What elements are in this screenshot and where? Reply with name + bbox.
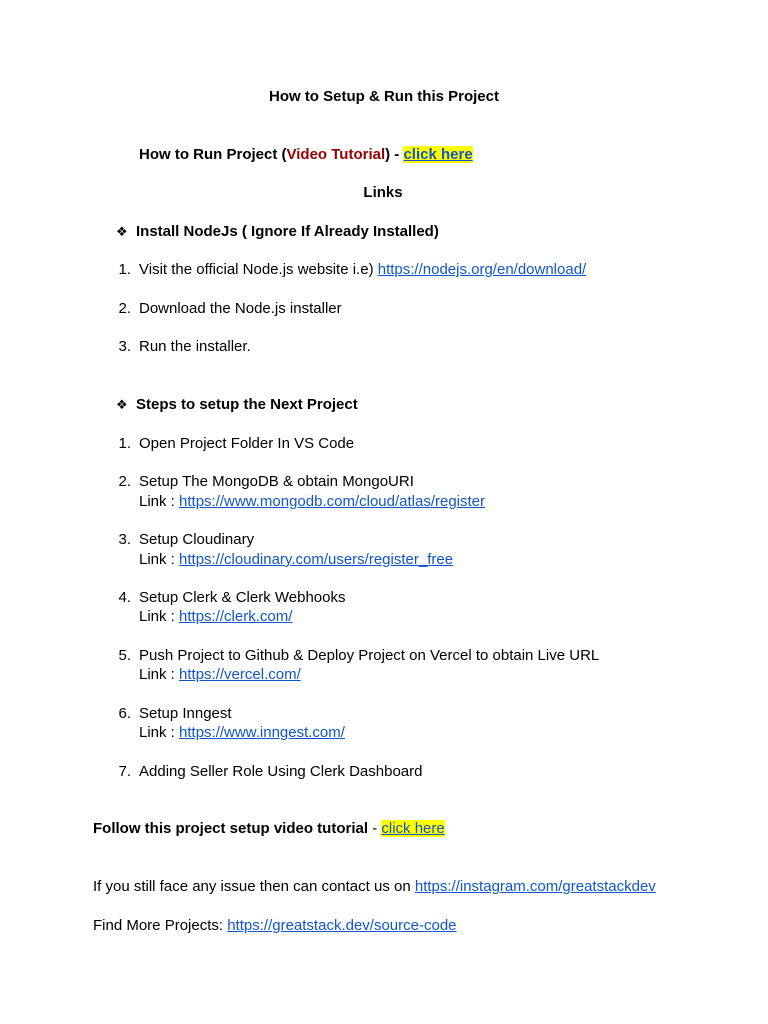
follow-separator: - <box>368 820 382 837</box>
run-project-suffix: ) - <box>385 146 404 163</box>
list-text: Open Project Folder In VS Code <box>139 435 355 452</box>
nodejs-download-link[interactable]: https://nodejs.org/en/download/ <box>377 261 587 278</box>
link-line <box>139 607 292 626</box>
link-line <box>139 723 345 742</box>
link-prefix: Link : <box>139 666 180 683</box>
list-item <box>107 646 599 665</box>
cloudinary-register-link[interactable]: https://cloudinary.com/users/register_free <box>179 551 454 568</box>
run-project-prefix: How to Run Project ( <box>139 146 287 163</box>
list-text: Adding Seller Role Using Clerk Dashboard <box>139 763 423 780</box>
mongodb-register-link[interactable]: https://www.mongodb.com/cloud/atlas/register <box>179 493 486 510</box>
follow-line <box>93 819 445 838</box>
instagram-link[interactable]: https://instagram.com/greatstackdev <box>414 878 656 895</box>
vercel-link[interactable]: https://vercel.com/ <box>179 666 301 683</box>
list-text: Run the installer. <box>139 338 251 355</box>
list-number: 6. <box>118 705 131 722</box>
list-text: Download the Node.js installer <box>139 300 342 317</box>
video-tutorial-label: Video Tutorial <box>286 146 386 163</box>
section-nodejs-title: Install NodeJs ( Ignore If Already Installed) <box>136 223 439 240</box>
contact-text: If you still face any issue then can contact us on <box>93 878 415 895</box>
run-project-click-here-link[interactable]: click here <box>403 146 473 163</box>
list-item <box>107 434 354 453</box>
link-prefix: Link : <box>139 608 180 625</box>
list-text: Setup Inngest <box>139 705 232 722</box>
more-projects-text: Find More Projects: <box>93 917 228 934</box>
list-text: Push Project to Github & Deploy Project on Vercel to obtain Live URL <box>139 647 600 664</box>
list-item <box>107 337 251 356</box>
link-prefix: Link : <box>139 551 180 568</box>
source-code-link[interactable]: https://greatstack.dev/source-code <box>227 917 457 934</box>
list-text: Setup The MongoDB & obtain MongoURI <box>139 473 414 490</box>
list-number: 5. <box>118 647 131 664</box>
page-title: How to Setup & Run this Project <box>268 88 499 105</box>
section-next-title: Steps to setup the Next Project <box>136 396 358 413</box>
follow-click-here-link[interactable]: click here <box>381 820 445 837</box>
link-line <box>139 492 485 511</box>
list-item <box>107 472 414 491</box>
list-number: 4. <box>118 589 131 606</box>
diamond-bullet-icon: ❖ <box>116 397 128 412</box>
list-text: Visit the official Node.js website i.e) <box>139 261 378 278</box>
link-line <box>139 550 453 569</box>
list-number: 2. <box>118 300 131 317</box>
list-item <box>107 704 232 723</box>
diamond-bullet-icon: ❖ <box>116 224 128 239</box>
list-number: 3. <box>118 531 131 548</box>
link-line <box>139 665 301 684</box>
section-nodejs-heading <box>116 222 439 241</box>
list-number: 1. <box>118 261 131 278</box>
section-next-heading <box>116 395 358 414</box>
inngest-link[interactable]: https://www.inngest.com/ <box>179 724 345 741</box>
link-prefix: Link : <box>139 724 180 741</box>
list-number: 1. <box>118 435 131 452</box>
run-project-line <box>139 145 473 164</box>
clerk-link[interactable]: https://clerk.com/ <box>179 608 293 625</box>
link-prefix: Link : <box>139 493 180 510</box>
list-number: 2. <box>118 473 131 490</box>
contact-line <box>93 877 656 896</box>
list-item <box>107 260 586 279</box>
list-item <box>107 762 422 781</box>
follow-label: Follow this project setup video tutorial <box>93 820 369 837</box>
list-text: Setup Clerk & Clerk Webhooks <box>139 589 346 606</box>
list-number: 7. <box>118 763 131 780</box>
links-heading: Links <box>363 184 403 201</box>
list-item <box>107 530 254 549</box>
more-projects-line <box>93 916 457 935</box>
list-item <box>107 299 342 318</box>
list-number: 3. <box>118 338 131 355</box>
list-item <box>107 588 345 607</box>
list-text: Setup Cloudinary <box>139 531 255 548</box>
